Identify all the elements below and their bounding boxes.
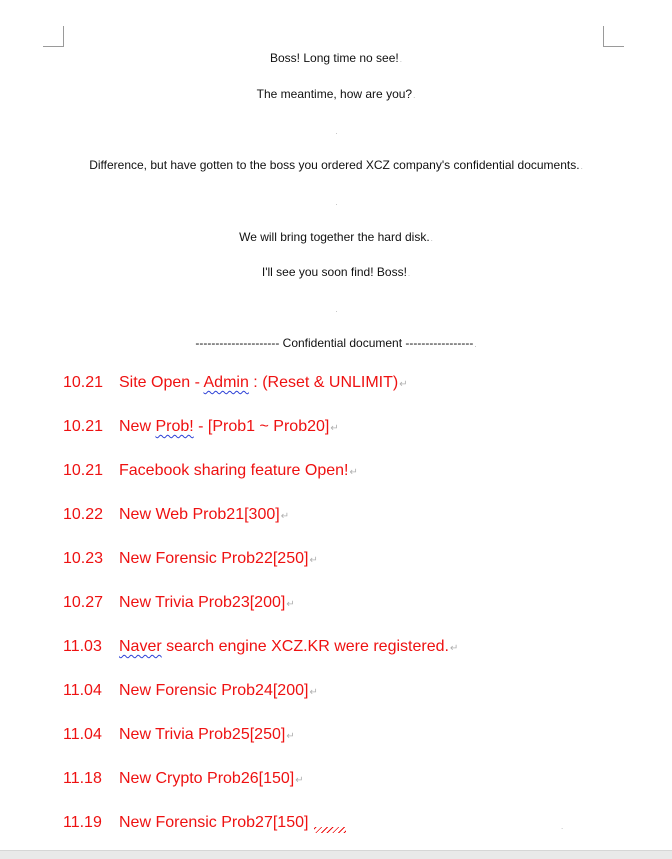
- changelog-entry: [63, 636, 458, 658]
- changelog-entry: [63, 680, 318, 702]
- line-break-mark: ↵: [349, 467, 358, 478]
- spellcheck-flagged-word: Admin: [203, 374, 249, 391]
- letter-line-disk: [0, 229, 672, 247]
- paragraph-mark: .: [335, 198, 338, 207]
- changelog-entry: [63, 416, 339, 438]
- paragraph-mark: .: [335, 305, 338, 314]
- entry-date: 10.21: [63, 418, 104, 435]
- paragraph-mark: .: [474, 340, 477, 349]
- letter-text: The meantime, how are you?: [256, 87, 413, 101]
- line-break-mark: ↵: [309, 555, 318, 566]
- divider-text: --------------------- Confidential document -----------------: [195, 336, 474, 350]
- changelog-entry: [63, 768, 304, 790]
- spellcheck-flagged-word: Naver: [119, 638, 162, 655]
- changelog-entry: [63, 592, 295, 614]
- spellcheck-flagged-word: Prob!: [155, 418, 194, 435]
- line-break-mark: ↵: [449, 643, 459, 654]
- entry-text: Facebook sharing feature Open!: [119, 462, 349, 479]
- entry-text: New: [119, 418, 156, 435]
- entry-text: New Trivia Prob25[250]: [119, 726, 286, 743]
- letter-line-greeting: [0, 50, 672, 68]
- paragraph-mark: .: [399, 55, 402, 64]
- empty-paragraph: [0, 122, 672, 140]
- line-break-mark: ↵: [295, 775, 304, 786]
- paragraph-mark: .: [413, 91, 416, 100]
- entry-date: 11.03: [63, 638, 102, 655]
- changelog-entry: [63, 812, 346, 834]
- letter-line-question: [0, 86, 672, 104]
- line-break-mark: ↵: [330, 423, 339, 434]
- changelog-entry: [63, 460, 358, 482]
- letter-line-farewell: [0, 264, 672, 282]
- entry-text: : (Reset & UNLIMIT): [248, 374, 399, 391]
- changelog-entry: [63, 504, 289, 526]
- entry-text: New Trivia Prob23[200]: [119, 594, 286, 611]
- letter-text: I'll see you soon find! Boss!: [261, 265, 407, 279]
- changelog-entry: [63, 724, 295, 746]
- line-break-mark: ↵: [399, 379, 408, 390]
- changelog-entry: [63, 372, 408, 394]
- confidential-divider: [0, 335, 672, 353]
- letter-text: We will bring together the hard disk.: [239, 230, 430, 244]
- entry-text: New Crypto Prob26[150]: [119, 770, 295, 787]
- letter-line-report: [0, 157, 672, 175]
- entry-text: Site Open -: [119, 374, 204, 391]
- line-break-mark: ↵: [286, 599, 295, 610]
- changelog-entry: [63, 548, 318, 570]
- spellcheck-flag-icon: [314, 827, 346, 833]
- entry-text: search engine XCZ.KR were registered.: [161, 638, 449, 655]
- crop-mark-top-right: [603, 26, 624, 47]
- entry-date: 11.04: [63, 682, 102, 699]
- entry-date: 10.27: [63, 594, 104, 611]
- entry-date: 10.22: [63, 506, 104, 523]
- entry-date: 10.23: [63, 550, 104, 567]
- paragraph-mark: .: [430, 234, 433, 243]
- entry-text: New Forensic Prob27[150]: [119, 814, 309, 831]
- crop-mark-top-left: [43, 26, 64, 47]
- line-break-mark: ↵: [280, 511, 290, 522]
- entry-text: - [Prob1 ~ Prob20]: [193, 418, 330, 435]
- line-break-mark: ↵: [309, 687, 318, 698]
- entry-text: New Web Prob21[300]: [119, 506, 280, 523]
- letter-text: Difference, but have gotten to the boss you ordered XCZ company's confidential documents.: [89, 158, 580, 172]
- entry-date: 11.18: [63, 770, 102, 787]
- entry-date: 10.21: [63, 462, 104, 479]
- entry-text: New Forensic Prob22[250]: [119, 550, 309, 567]
- line-break-mark: ↵: [286, 731, 295, 742]
- empty-paragraph: [0, 300, 672, 318]
- empty-paragraph: [0, 193, 672, 211]
- entry-date: 11.04: [63, 726, 102, 743]
- paragraph-mark: .: [335, 127, 338, 136]
- entry-date: 10.21: [63, 374, 104, 391]
- entry-date: 11.19: [63, 814, 102, 831]
- letter-text: Boss! Long time no see!: [270, 51, 399, 65]
- paragraph-mark: .: [561, 822, 564, 831]
- entry-text: New Forensic Prob24[200]: [119, 682, 309, 699]
- paragraph-mark: .: [407, 269, 411, 278]
- paragraph-mark: .: [580, 162, 583, 171]
